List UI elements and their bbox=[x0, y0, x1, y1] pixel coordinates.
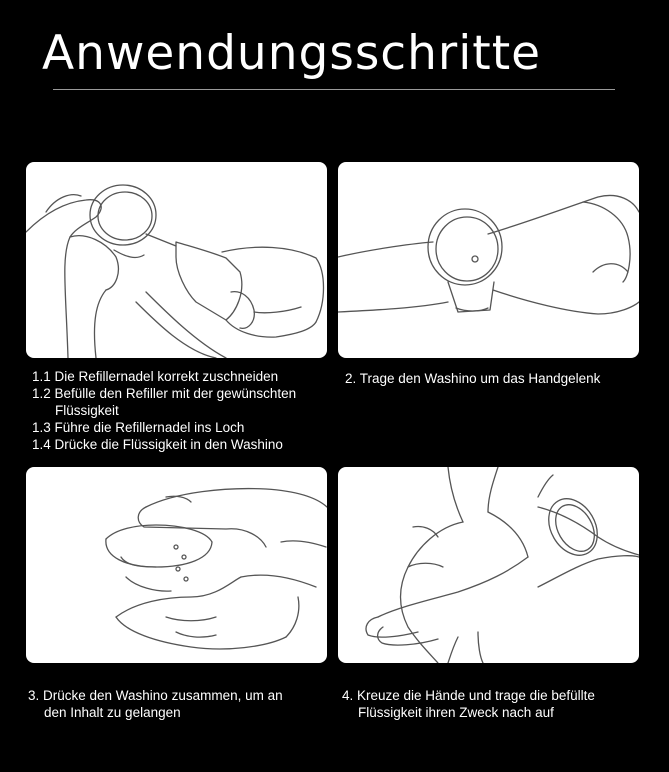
step-4-line: Flüssigkeit ihren Zweck nach auf bbox=[358, 705, 554, 720]
step-4-line: 4. Kreuze die Hände und trage die befüllte bbox=[342, 688, 595, 703]
step-1-line: Flüssigkeit bbox=[55, 403, 119, 418]
page-title: Anwendungsschritte bbox=[42, 26, 542, 81]
step-2-illustration bbox=[338, 162, 639, 358]
step-3-line: 3. Drücke den Washino zusammen, um an bbox=[28, 688, 283, 703]
step-1-line: 1.2 Befülle den Refiller mit der gewünschten bbox=[32, 386, 297, 401]
step-3-line: den Inhalt zu gelangen bbox=[44, 705, 181, 720]
step-3-caption bbox=[28, 687, 283, 721]
title-divider bbox=[53, 89, 615, 90]
step-2-caption bbox=[345, 370, 600, 387]
step-2-line: 2. Trage den Washino um das Handgelenk bbox=[345, 371, 601, 386]
step-1-caption bbox=[32, 368, 296, 453]
step-4-illustration bbox=[338, 467, 639, 663]
step-1-illustration bbox=[26, 162, 327, 358]
step-3-illustration bbox=[26, 467, 327, 663]
step-1-line: 1.1 Die Refillernadel korrekt zuschneiden bbox=[32, 369, 279, 384]
step-1-line: 1.3 Führe die Refillernadel ins Loch bbox=[32, 420, 245, 435]
step-4-caption bbox=[342, 687, 595, 721]
step-1-line: 1.4 Drücke die Flüssigkeit in den Washino bbox=[32, 437, 283, 452]
